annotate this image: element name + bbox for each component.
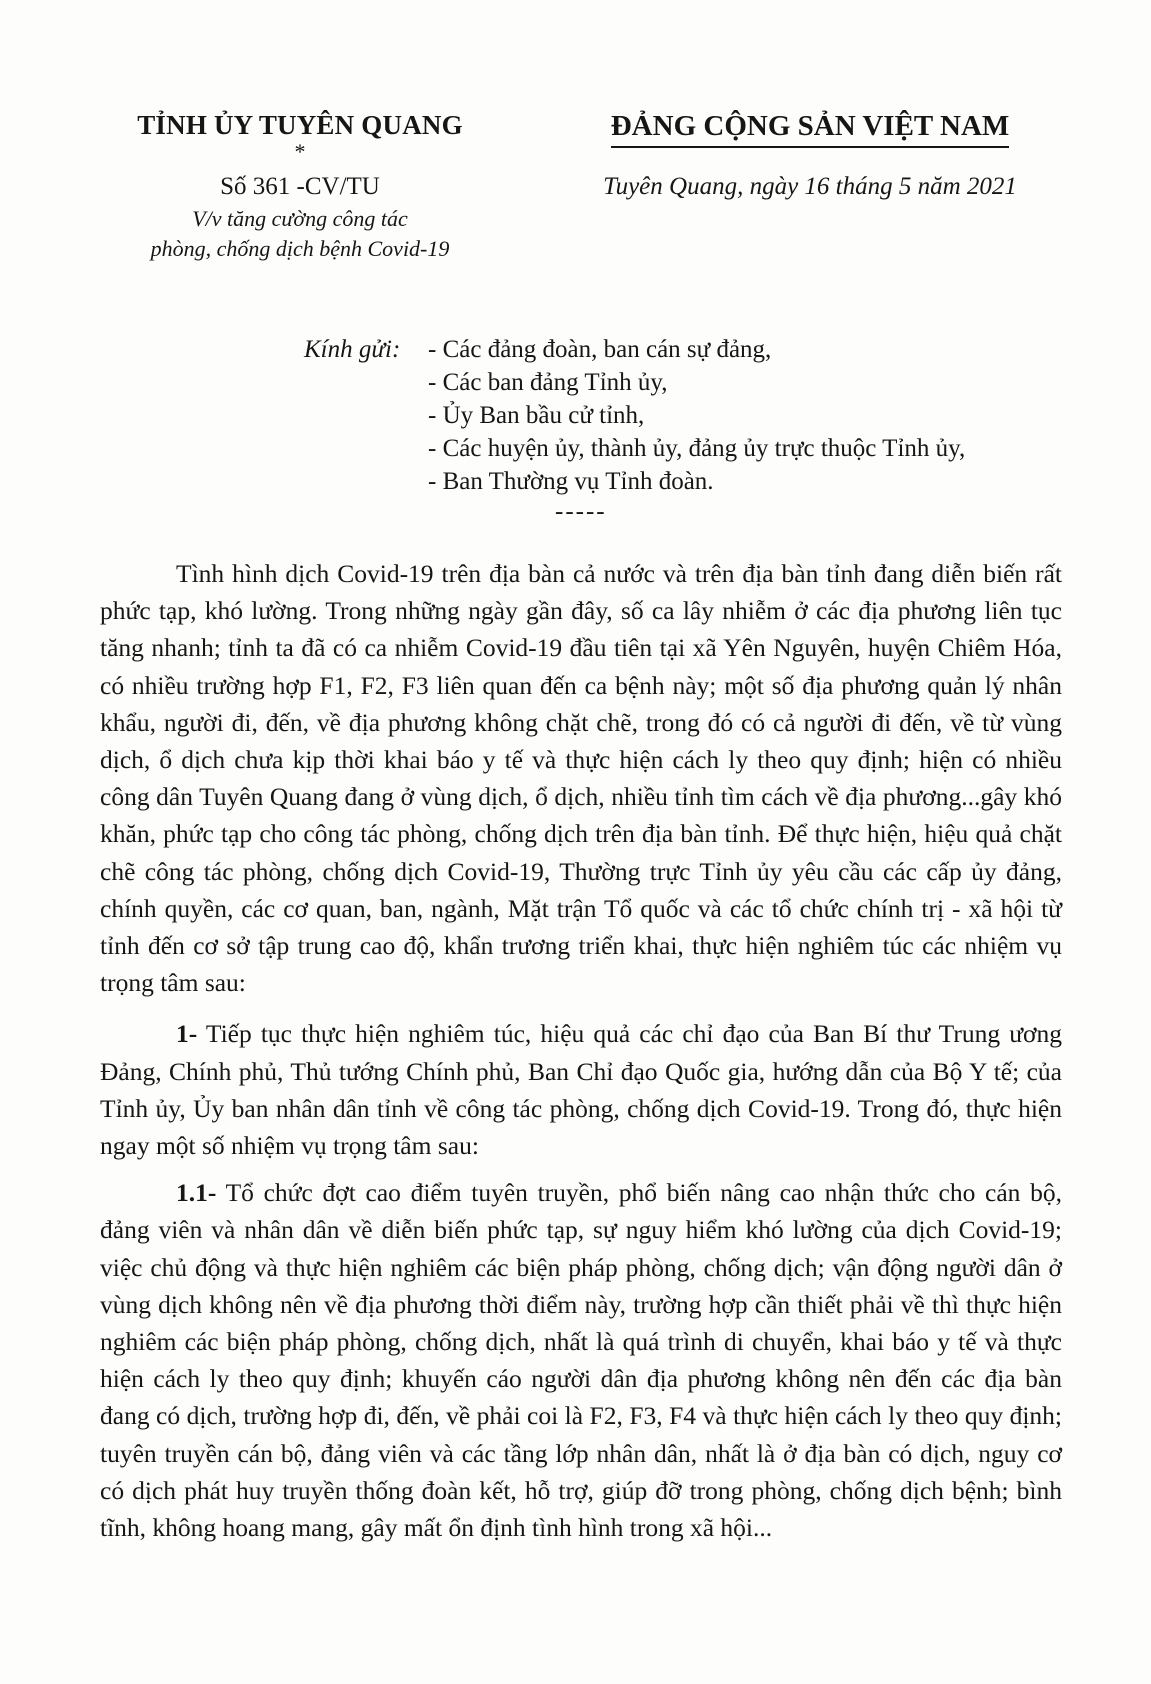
document-number: Số 361 -CV/TU <box>220 173 380 200</box>
recipient-item: - Ban Thường vụ Tỉnh đoàn. <box>428 468 714 495</box>
document-body <box>100 555 1062 1556</box>
separator-dashes: ----- <box>555 498 607 525</box>
recipients-label: Kính gửi: <box>304 336 401 363</box>
section-1-paragraph <box>100 1015 1062 1164</box>
recipient-item: - Các huyện ủy, thành ủy, đảng ủy trực thuộc Tỉnh ủy, <box>428 435 966 462</box>
recipient-item: - Các đảng đoàn, ban cán sự đảng, <box>428 336 772 363</box>
recipient-item: - Ủy Ban bầu cử tỉnh, <box>428 402 645 429</box>
place-date: Tuyên Quang, ngày 16 tháng 5 năm 2021 <box>603 173 1017 200</box>
section-1-1-text: Tổ chức đợt cao điểm tuyên truyền, phổ biến nâng cao nhận thức cho cán bộ, đảng viên và nhân dân về diễn biến phức tạp, sự nguy hiểm khó lường của dịch Covid-19; việc chủ động và thực hiện nghiêm các biện pháp phòng, chống dịch; vận động người dân ở vùng dịch không nên về địa phương thời điểm này, trường hợp cần thiết phải về thì thực hiện nghiêm các biện pháp phòng, chống dịch, nhất là quá trình di chuyển, khai báo y tế và thực hiện cách ly theo quy định; khuyến cáo người dân địa phương không nên đến các địa bàn đang có dịch, trường hợp đi, đến, về phải coi là F2, F3, F4 và thực hiện cách ly theo quy định; tuyên truyền cán bộ, đảng viên và các tầng lớp nhân dân, nhất là ở địa bàn có dịch, nguy cơ có dịch phát huy truyền thống đoàn kết, hỗ trợ, giúp đỡ trong phòng, chống dịch bệnh; bình tĩnh, không hoang mang, gây mất ổn định tình hình trong xã hội... <box>100 1178 1062 1543</box>
issuer-name: TỈNH ỦY TUYÊN QUANG <box>137 110 463 140</box>
section-1-1-number: 1.1- <box>176 1178 217 1208</box>
intro-paragraph: Tình hình dịch Covid-19 trên địa bàn cả nước và trên địa bàn tỉnh đang diễn biến rất phức tạp, khó lường. Trong những ngày gần đây, số ca lây nhiễm ở các địa phương liên tục tăng nhanh; tỉnh ta đã có ca nhiễm Covid-19 đầu tiên tại xã Yên Nguyên, huyện Chiêm Hóa, có nhiều trường hợp F1, F2, F3 liên quan đến ca bệnh này; một số địa phương quản lý nhân khẩu, người đi, đến, về địa phương không chặt chẽ, trong đó có cả người đi đến, về từ vùng dịch, ổ dịch chưa kịp thời khai báo y tế và thực hiện cách ly theo quy định; hiện có nhiều công dân Tuyên Quang đang ở vùng dịch, ổ dịch, nhiều tỉnh tìm cách về địa phương...gây khó khăn, phức tạp cho công tác phòng, chống dịch trên địa bàn tỉnh. Để thực hiện, hiệu quả chặt chẽ công tác phòng, chống dịch Covid-19, Thường trực Tỉnh ủy yêu cầu các cấp ủy đảng, chính quyền, các cơ quan, ban, ngành, Mặt trận Tổ quốc và các tổ chức chính trị - xã hội từ tỉnh đến cơ sở tập trung cao độ, khẩn trương triển khai, thực hiện nghiêm túc các nhiệm vụ trọng tâm sau: <box>100 559 1062 998</box>
subject-line-1: V/v tăng cường công tác <box>192 206 408 231</box>
subject-line-2: phòng, chống dịch bệnh Covid-19 <box>150 236 450 261</box>
party-name: ĐẢNG CỘNG SẢN VIỆT NAM <box>611 108 1010 148</box>
section-1-number: 1- <box>176 1019 198 1049</box>
recipients-block <box>304 333 965 498</box>
section-1-1-paragraph <box>100 1174 1062 1546</box>
section-1-text: Tiếp tục thực hiện nghiêm túc, hiệu quả các chỉ đạo của Ban Bí thư Trung ương Đảng, Chính phủ, Thủ tướng Chính phủ, Ban Chỉ đạo Quốc gia, hướng dẫn của Bộ Y tế; của Tỉnh ủy, Ủy ban nhân dân tỉnh về công tác phòng, chống dịch Covid-19. Trong đó, thực hiện ngay một số nhiệm vụ trọng tâm sau: <box>100 1019 1062 1161</box>
asterisk-mark: * <box>294 139 306 164</box>
issuer-block <box>110 108 490 264</box>
recipient-item: - Các ban đảng Tỉnh ủy, <box>428 369 668 396</box>
party-block <box>570 108 1050 204</box>
